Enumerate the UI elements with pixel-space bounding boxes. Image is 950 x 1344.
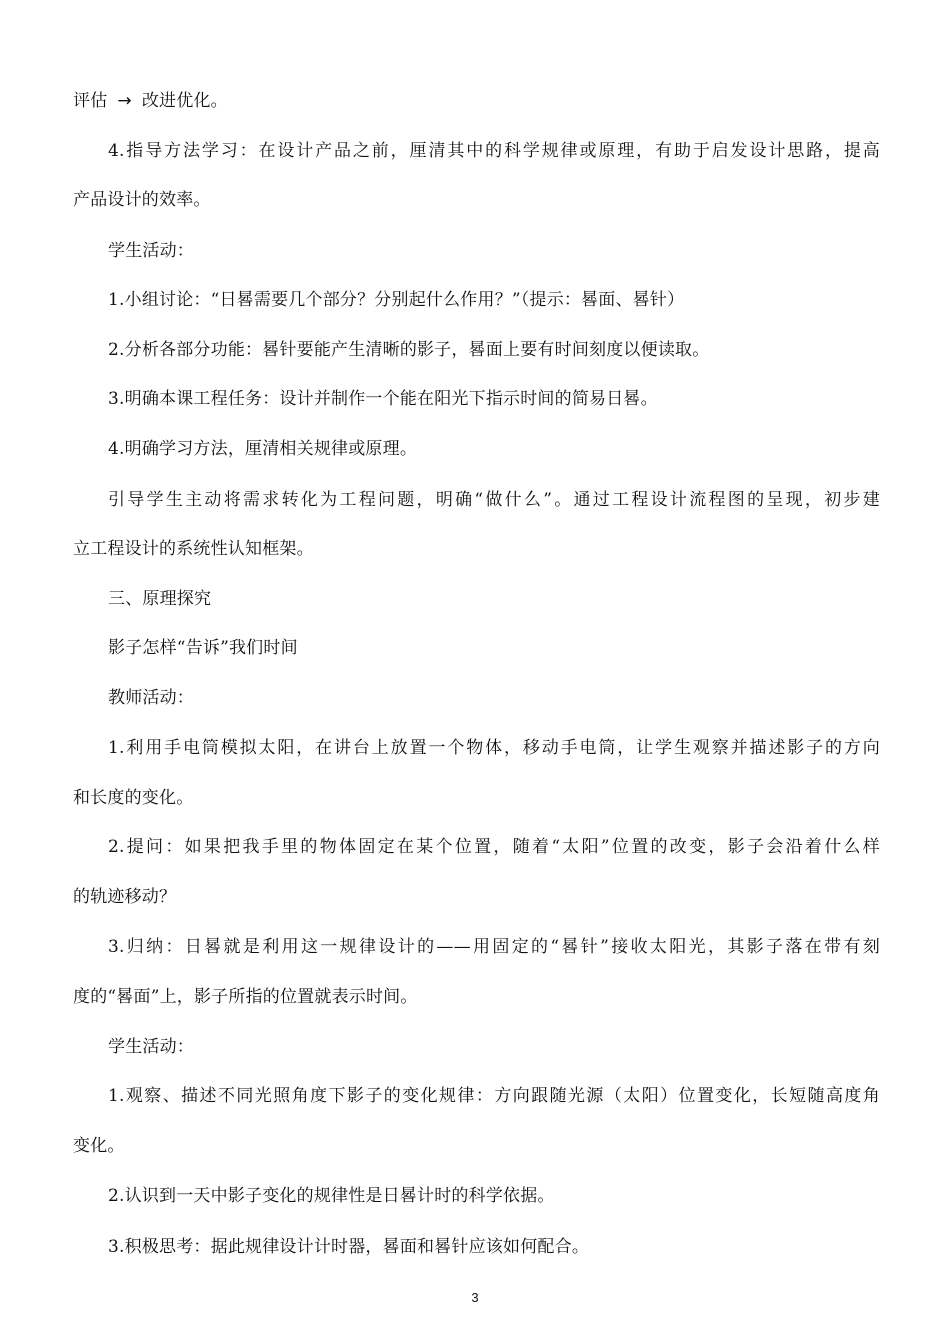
list-item-observe-shadow: 1.观察、描述不同光照角度下影子的变化规律：方向跟随光源（太阳）位置变化，长短随高度角 xyxy=(108,1086,880,1106)
list-item-question: 2.提问：如果把我手里的物体固定在某个位置，随着“太阳”位置的改变，影子会沿着什么样 xyxy=(108,837,880,857)
list-item-observe-shadow-cont: 变化。 xyxy=(73,1136,125,1156)
subheading-shadow-time: 影子怎样“告诉”我们时间 xyxy=(108,638,298,658)
text-evaluate: 评估 xyxy=(73,91,108,111)
list-item-flashlight-demo: 1.利用手电筒模拟太阳，在讲台上放置一个物体，移动手电筒，让学生观察并描述影子的方向 xyxy=(108,738,880,758)
list-item-group-discussion: 1.小组讨论：“日晷需要几个部分？分别起什么作用？”（提示：晷面、晷针） xyxy=(108,290,685,310)
section-heading-principle: 三、原理探究 xyxy=(108,589,212,609)
list-item-summary-cont: 度的“晷面”上，影子所指的位置就表示时间。 xyxy=(73,987,418,1007)
list-item-scientific-basis: 2.认识到一天中影子变化的规律性是日晷计时的科学依据。 xyxy=(108,1186,555,1206)
section-label-student-activity: 学生活动： xyxy=(108,241,194,261)
list-item-think-design: 3.积极思考：据此规律设计计时器，晷面和晷针应该如何配合。 xyxy=(108,1237,590,1257)
paragraph-line-design-intent-cont: 立工程设计的系统性认知框架。 xyxy=(73,539,314,559)
text-improve: 改进优化。 xyxy=(141,91,228,111)
list-item-learning-method: 4.明确学习方法，厘清相关规律或原理。 xyxy=(108,439,418,459)
list-item-question-cont: 的轨迹移动？ xyxy=(73,887,177,907)
section-label-teacher-activity: 教师活动： xyxy=(108,688,194,708)
paragraph-line-method-guidance: 4.指导方法学习：在设计产品之前，厘清其中的科学规律或原理，有助于启发设计思路，提高 xyxy=(108,141,880,161)
list-item-engineering-task: 3.明确本课工程任务：设计并制作一个能在阳光下指示时间的简易日晷。 xyxy=(108,389,658,409)
right-arrow-icon: → xyxy=(117,91,132,111)
list-item-analyze-parts: 2.分析各部分功能：晷针要能产生清晰的影子，晷面上要有时间刻度以便读取。 xyxy=(108,340,710,360)
paragraph-line-process-end xyxy=(73,89,883,113)
page-number: 3 xyxy=(471,1290,479,1305)
list-item-summary: 3.归纳：日晷就是利用这一规律设计的——用固定的“晷针”接收太阳光，其影子落在带有刻 xyxy=(108,937,880,957)
paragraph-line-design-intent: 引导学生主动将需求转化为工程问题，明确“做什么”。通过工程设计流程图的呈现，初步建 xyxy=(108,490,880,510)
list-item-flashlight-demo-cont: 和长度的变化。 xyxy=(73,788,194,808)
paragraph-line-method-guidance-cont: 产品设计的效率。 xyxy=(73,190,211,210)
section-label-student-activity-2: 学生活动： xyxy=(108,1037,194,1057)
